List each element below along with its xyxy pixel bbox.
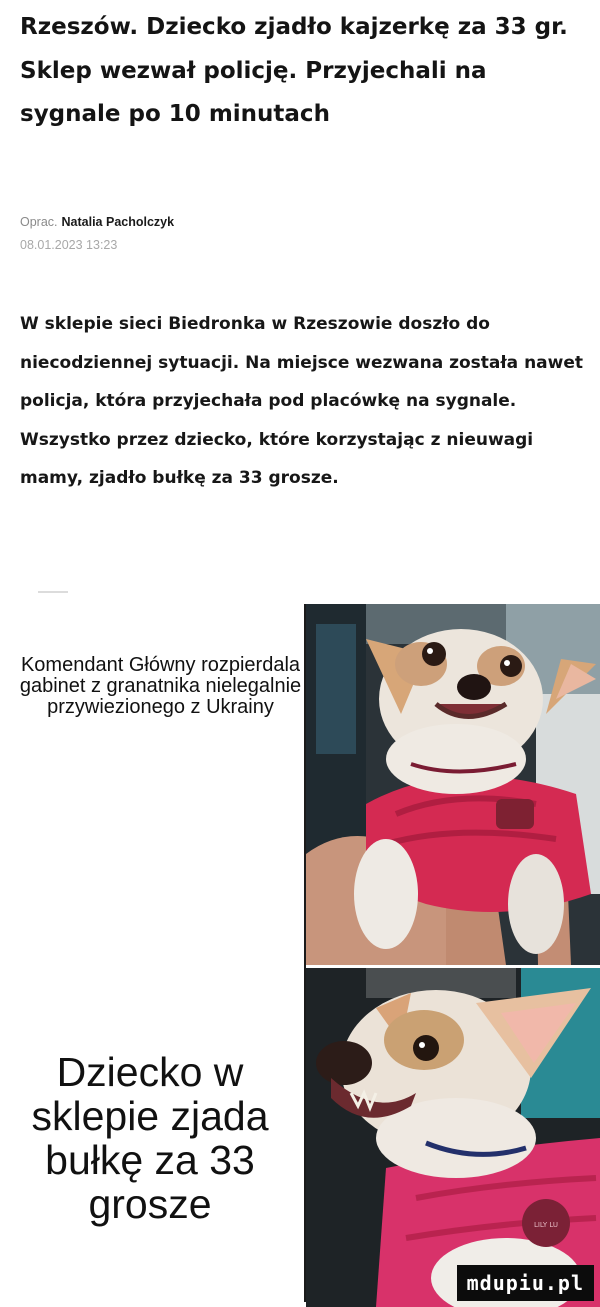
dog-tag-text: LILY LU (533, 1221, 559, 1229)
author-name[interactable]: Natalia Pacholczyk (61, 215, 175, 229)
publish-date: 08.01.2023 13:23 (20, 238, 118, 252)
article-lead: W sklepie sieci Biedronka w Rzeszowie doszło do niecodziennej sytuacji. Na miejsce wezwana została nawet policja, która przyjechała pod placówkę na sygnale. Wszystko przez dziecko, które korzystając z nieuwagi mamy, zjadło bułkę za 33 grosze. (20, 314, 584, 488)
article-headline: Rzeszów. Dziecko zjadło kajzerkę za 33 gr. Sklep wezwał policję. Przyjechali na sygnale po 10 minutach (20, 14, 568, 127)
meme-bottom-caption: Dziecko w sklepie zjada bułkę za 33 grosze (31, 1049, 269, 1227)
meme-top-caption: Komendant Główny rozpierdala gabinet z granatnika nielegalnie przywiezionego z Ukrainy (19, 654, 302, 718)
snarling-dog-image (306, 968, 600, 1307)
smiling-dog-image (306, 604, 600, 965)
byline (20, 215, 174, 229)
separator-dash (38, 591, 68, 593)
byline-prefix: Oprac. (20, 215, 58, 229)
watermark-logo[interactable]: mdupiu.pl (457, 1265, 594, 1301)
